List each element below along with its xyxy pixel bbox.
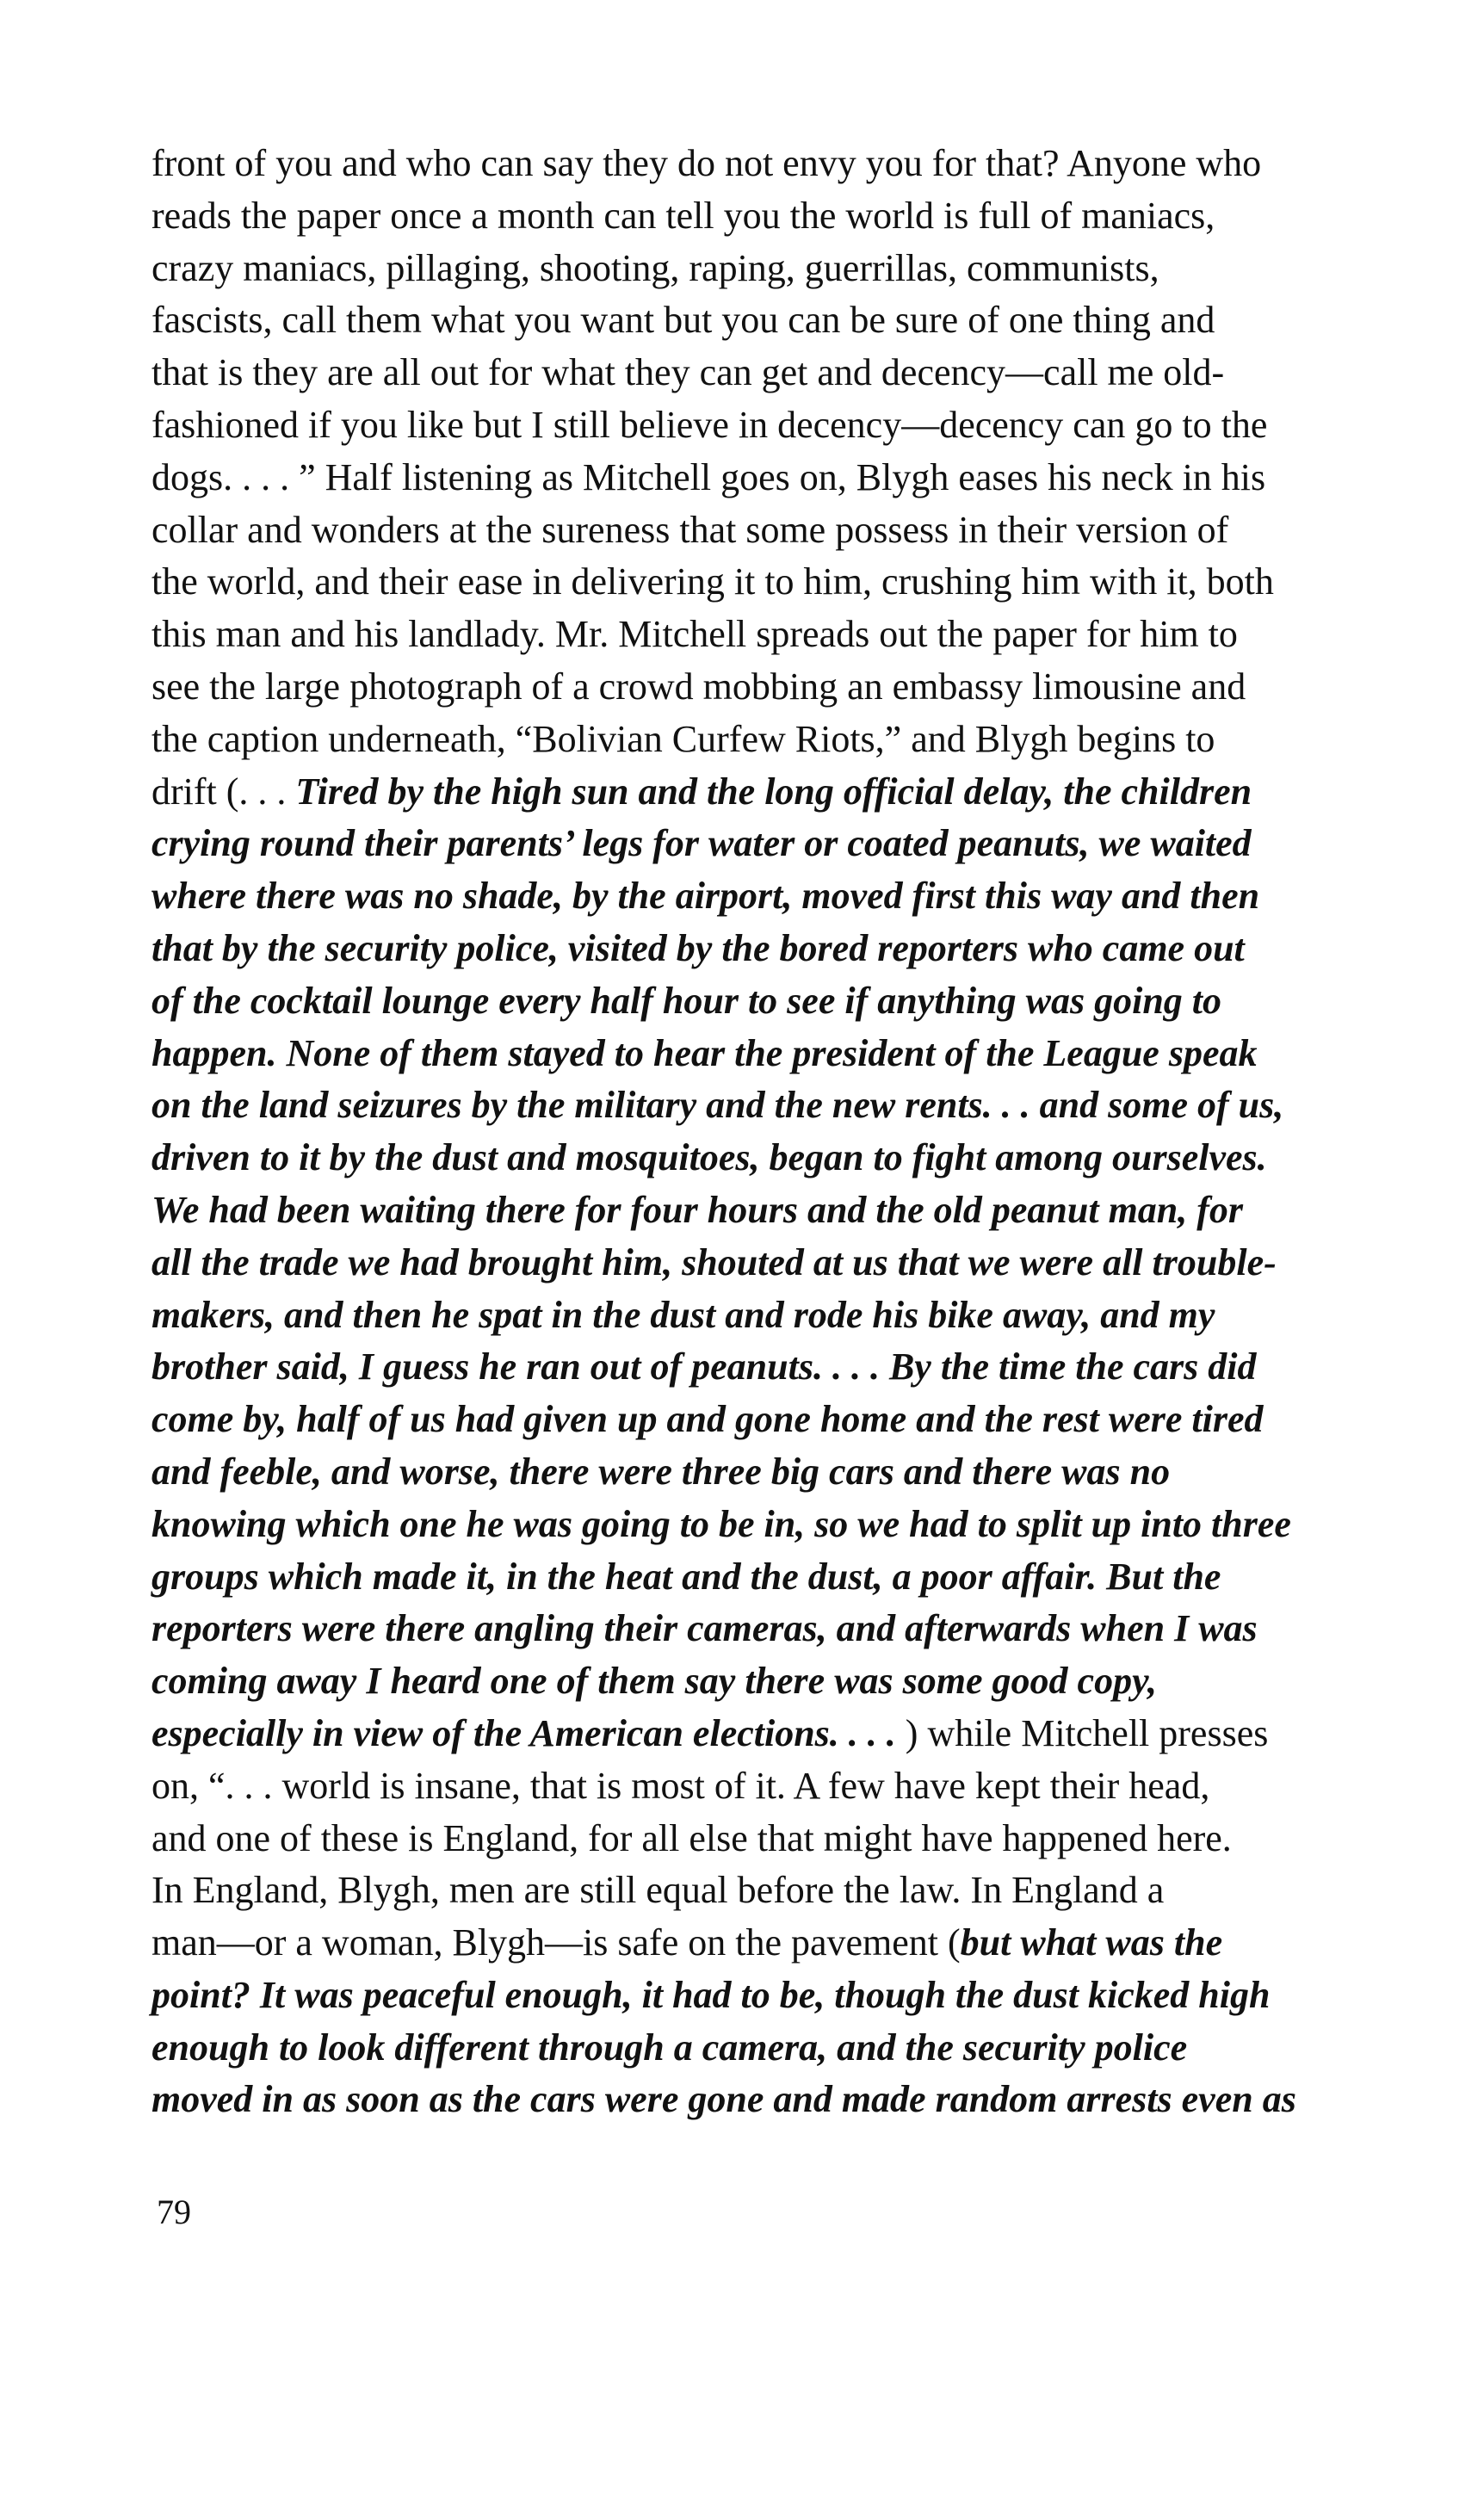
text-segment: fascists, call them what you want but you can be sure of one thing and	[151, 299, 1215, 342]
text-line	[151, 1079, 1357, 1132]
italic-text-segment: happen. None of them stayed to hear the president of the League speak	[151, 1031, 1258, 1074]
italic-text-segment: enough to look different through a camera, and the security police	[151, 2026, 1188, 2069]
text-segment: the world, and their ease in delivering it to him, crushing him with it, both	[151, 560, 1274, 603]
text-line	[151, 870, 1357, 923]
text-line	[151, 1708, 1357, 1760]
italic-text-segment: driven to it by the dust and mosquitoes, began to fight among ourselves.	[151, 1136, 1267, 1179]
text-line	[151, 1184, 1357, 1237]
text-line	[151, 1132, 1357, 1184]
text-line	[151, 556, 1357, 609]
italic-text-segment: especially in view of the American elections. . . .	[151, 1711, 906, 1754]
text-line	[151, 452, 1357, 504]
text-segment: ) while Mitchell presses	[905, 1711, 1269, 1754]
italic-text-segment: coming away I heard one of them say there was some good copy,	[151, 1660, 1157, 1703]
italic-text-segment: moved in as soon as the cars were gone and made random arrests even as	[151, 2078, 1296, 2121]
text-segment: on, “. . . world is insane, that is most of it. A few have kept their head,	[151, 1764, 1210, 1807]
text-line	[151, 1970, 1357, 2022]
text-segment: see the large photograph of a crowd mobbing an embassy limousine and	[151, 665, 1246, 708]
text-segment: this man and his landlady. Mr. Mitchell spreads out the paper for him to	[151, 613, 1238, 656]
italic-text-segment: where there was no shade, by the airport, moved first this way and then	[151, 875, 1260, 918]
text-segment: In England, Blygh, men are still equal before the law. In England a	[151, 1869, 1165, 1912]
italic-text-segment: Tired by the high sun and the long official delay, the children	[295, 770, 1252, 813]
text-line	[151, 2022, 1357, 2075]
text-line	[151, 1603, 1357, 1655]
text-segment: man—or a woman, Blygh—is safe on the pavement (	[151, 1921, 961, 1964]
text-line	[151, 1341, 1357, 1394]
text-segment: collar and wonders at the sureness that some possess in their version of	[151, 508, 1229, 551]
text-line	[151, 609, 1357, 661]
text-line	[151, 243, 1357, 295]
text-line	[151, 923, 1357, 975]
text-line	[151, 1394, 1357, 1446]
text-line	[151, 294, 1357, 347]
text-line	[151, 975, 1357, 1028]
italic-text-segment: all the trade we had brought him, shouted at us that we were all trouble-	[151, 1240, 1277, 1283]
text-line	[151, 1028, 1357, 1080]
text-segment: crazy maniacs, pillaging, shooting, raping, guerrillas, communists,	[151, 246, 1159, 289]
text-segment: that is they are all out for what they can get and decency—call me old-	[151, 351, 1225, 394]
body-text	[151, 138, 1357, 2126]
text-segment: drift (. . .	[151, 770, 296, 813]
text-line	[151, 2074, 1357, 2126]
text-line	[151, 818, 1357, 870]
text-line	[151, 714, 1357, 766]
text-line	[151, 504, 1357, 557]
italic-text-segment: makers, and then he spat in the dust and rode his bike away, and my	[151, 1293, 1215, 1336]
text-line	[151, 1865, 1357, 1917]
text-line	[151, 347, 1357, 399]
italic-text-segment: reporters were there angling their cameras, and afterwards when I was	[151, 1607, 1258, 1650]
text-segment: reads the paper once a month can tell you the world is full of maniacs,	[151, 194, 1215, 237]
text-line	[151, 399, 1357, 452]
text-segment: the caption underneath, “Bolivian Curfew Riots,” and Blygh begins to	[151, 717, 1215, 760]
italic-text-segment: come by, half of us had given up and gone home and the rest were tired	[151, 1398, 1264, 1441]
text-line	[151, 190, 1357, 243]
italic-text-segment: that by the security police, visited by the bored reporters who came out	[151, 926, 1245, 969]
text-line	[151, 1760, 1357, 1813]
text-line	[151, 1446, 1357, 1499]
text-segment: dogs. . . . ” Half listening as Mitchell goes on, Blygh eases his neck in his	[151, 455, 1266, 498]
text-segment: and one of these is England, for all else that might have happened here.	[151, 1816, 1232, 1859]
text-segment: fashioned if you like but I still believe in decency—decency can go to the	[151, 403, 1268, 446]
italic-text-segment: knowing which one he was going to be in, so we had to split up into three	[151, 1502, 1291, 1545]
italic-text-segment: brother said, I guess he ran out of peanuts. . . . By the time the cars did	[151, 1345, 1257, 1389]
italic-text-segment: We had been waiting there for four hours and the old peanut man, for	[151, 1188, 1244, 1231]
italic-text-segment: and feeble, and worse, there were three big cars and there was no	[151, 1450, 1171, 1493]
text-line	[151, 1499, 1357, 1551]
text-line	[151, 1290, 1357, 1342]
text-line	[151, 1551, 1357, 1604]
text-line	[151, 1237, 1357, 1290]
italic-text-segment: on the land seizures by the military and the new rents. . . and some of us,	[151, 1084, 1284, 1127]
text-line	[151, 138, 1357, 190]
italic-text-segment: crying round their parents’ legs for water or coated peanuts, we waited	[151, 822, 1252, 865]
text-line	[151, 1655, 1357, 1708]
text-line	[151, 1917, 1357, 1970]
italic-text-segment: groups which made it, in the heat and the dust, a poor affair. But the	[151, 1555, 1221, 1598]
text-line	[151, 1813, 1357, 1865]
italic-text-segment: but what was the	[960, 1921, 1223, 1964]
text-line	[151, 661, 1357, 714]
text-segment: front of you and who can say they do not envy you for that? Anyone who	[151, 142, 1262, 184]
page-number: 79	[157, 2193, 191, 2231]
text-line	[151, 766, 1357, 819]
italic-text-segment: point? It was peaceful enough, it had to be, though the dust kicked high	[151, 1973, 1271, 2016]
italic-text-segment: of the cocktail lounge every half hour to see if anything was going to	[151, 979, 1222, 1022]
